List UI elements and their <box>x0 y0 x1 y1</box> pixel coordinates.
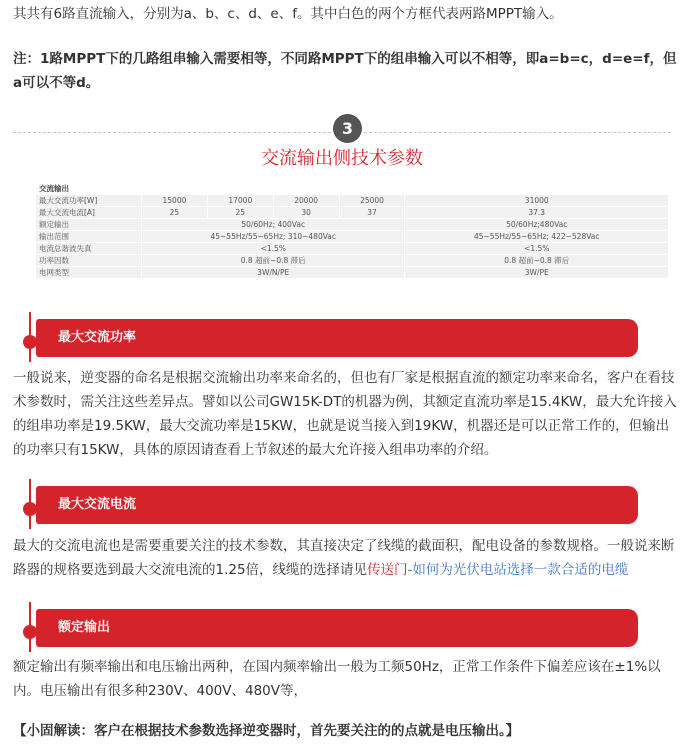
table-header: 交流输出 <box>39 184 69 193</box>
divider-left <box>13 132 331 133</box>
banner-bullet-dot <box>23 335 37 349</box>
section-banner-rated-output <box>36 609 638 647</box>
row-label: 最大交流功率[W] <box>36 195 141 206</box>
section-title: 交流输出侧技术参数 <box>261 148 423 169</box>
table-cell: 50/60Hz; 400Vac <box>141 219 404 230</box>
table-cell: <1.5% <box>141 243 404 254</box>
row-label: 额定输出 <box>36 219 141 230</box>
max-ac-power-paragraph: 一般说来，逆变器的命名是根据交流输出功率来命名的，但也有厂家是根据直流的额定功率来命名，客户在看技术参数时，需关注这些差异点。譬如以公司GW15K-DT的机器为例，其额定直流功率是15.4KW，最大允许接入的组串功率是19.5KW，最大交流功率是15KW，也就是说当接入到19KW，机器还是可以正常工作的，但输出的功率只有15KW，具体的原因请查看上节叙述的最大允许接入组串功率的介绍。 <box>13 370 677 458</box>
table-cell: 25000 <box>339 195 405 206</box>
table-cell: 25 <box>207 207 273 218</box>
intro-paragraph: 其共有6路直流输入，分别为a、b、c、d、e、f。其中白色的两个方框代表两路MPPT输入。 <box>13 6 563 22</box>
table-cell: 31000 <box>404 195 668 206</box>
row-label: 电流总谐波失真 <box>36 243 141 254</box>
table-cell: 17000 <box>207 195 273 206</box>
cable-guide-link[interactable]: -如何为光伏电站选择一款合适的电缆 <box>407 562 629 578</box>
row-label: 最大交流电流[A] <box>36 207 141 218</box>
table-cell: 37.3 <box>404 207 668 218</box>
banner-title: 最大交流电流 <box>58 497 137 512</box>
table-row <box>36 243 668 254</box>
row-label: 电网类型 <box>36 267 141 278</box>
table-cell: 0.8 超前~0.8 滞后 <box>141 255 404 266</box>
table-cell: 25 <box>141 207 207 218</box>
table-cell: <1.5% <box>404 243 668 254</box>
table-row <box>36 195 668 206</box>
banner-bullet-dot <box>23 502 37 516</box>
banner-bullet-dot <box>23 625 37 639</box>
table-row <box>36 219 668 230</box>
table-cell: 3W/PE <box>404 267 668 278</box>
table-row <box>36 231 668 242</box>
banner-title: 最大交流功率 <box>58 330 137 345</box>
table-cell: 3W/N/PE <box>141 267 404 278</box>
divider-right <box>364 132 671 133</box>
tip-paragraph: 【小固解读：客户在根据技术参数选择逆变器时，首先要关注的的点就是电压输出。】 <box>13 723 520 739</box>
table-row <box>36 267 668 278</box>
table-row <box>36 207 668 218</box>
row-label: 功率因数 <box>36 255 141 266</box>
section-banner-max-ac-current <box>36 486 638 524</box>
row-label: 输出范围 <box>36 231 141 242</box>
ac-output-spec-table <box>36 182 668 279</box>
section-banner-max-ac-power <box>36 319 638 357</box>
table-cell: 45~55Hz/55~65Hz; 310~480Vac <box>141 231 404 242</box>
table-cell: 37 <box>339 207 405 218</box>
table-cell: 50/60Hz;480Vac <box>404 219 668 230</box>
paragraph-text: 最大的交流电流也是需要重要关注的技术参数，其直接决定了线缆的截面积，配电设备的参数规格。一般说来断路器的规格要选到最大交流电流的1.25倍，线缆的选择请见 <box>13 538 675 578</box>
table-cell: 30 <box>273 207 339 218</box>
table-cell: 20000 <box>273 195 339 206</box>
table-row <box>36 255 668 266</box>
banner-title: 额定输出 <box>58 620 111 635</box>
table-cell: 0.8 超前~0.8 滞后 <box>404 255 668 266</box>
note-paragraph: 注：1路MPPT下的几路组串输入需要相等，不同路MPPT下的组串输入可以不相等，即a=b=c，d=e=f，但a可以不等d。 <box>13 51 677 91</box>
portal-link[interactable]: 传送门 <box>367 562 408 578</box>
table-cell: 15000 <box>141 195 207 206</box>
table-cell: 45~55Hz/55~65Hz; 422~528Vac <box>404 231 668 242</box>
max-ac-current-paragraph <box>13 534 677 582</box>
section-number-badge: 3 <box>333 114 362 143</box>
rated-output-paragraph: 额定输出有频率输出和电压输出两种，在国内频率输出一般为工频50Hz，正常工作条件下偏差应该在±1%以内。电压输出有很多种230V、400V、480V等， <box>13 659 661 699</box>
